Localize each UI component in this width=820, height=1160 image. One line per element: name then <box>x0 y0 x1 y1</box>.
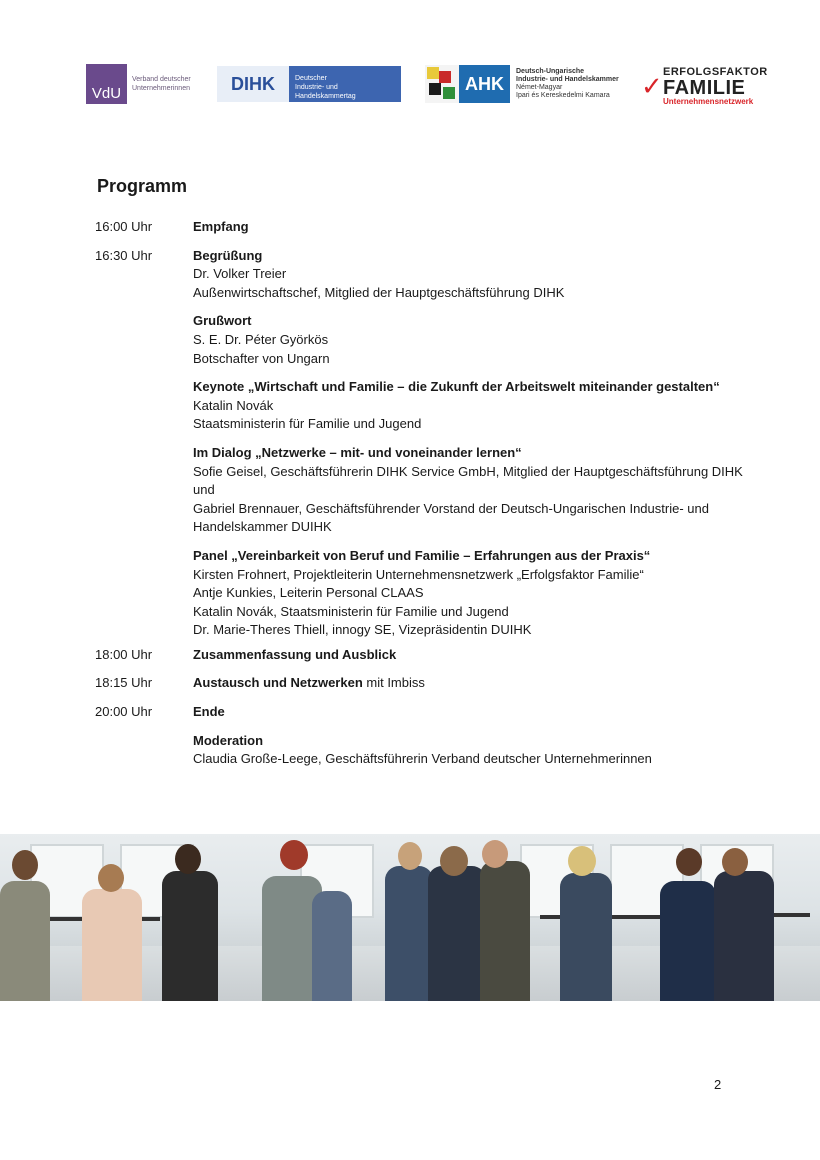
ef-logo-line2: FAMILIE <box>663 76 746 99</box>
program-body <box>193 703 755 722</box>
program-item <box>95 247 755 303</box>
dihk-logo-text <box>289 66 401 102</box>
program-detail-line: S. E. Dr. Péter Györkös <box>193 331 329 347</box>
program-item <box>95 378 755 434</box>
program-item <box>95 703 755 722</box>
program-time <box>95 547 193 640</box>
program-heading-line <box>193 703 755 722</box>
program-item <box>95 732 755 769</box>
program-list <box>95 218 755 769</box>
program-heading: Keynote „Wirtschaft und Familie – die Zukunft der Arbeitswelt miteinander gestalten“ <box>193 379 720 395</box>
ef-logo-words <box>663 67 768 106</box>
program-heading-line <box>193 218 755 237</box>
program-item <box>95 646 755 665</box>
program-body <box>193 732 755 769</box>
program-detail-line: und <box>193 482 215 498</box>
ahk-logo-line3: Német-Magyar <box>516 84 563 91</box>
program-heading-line <box>193 732 755 751</box>
program-time: 16:00 Uhr <box>95 219 153 234</box>
program-detail-line: Außenwirtschaftschef, Mitglied der Hauptgeschäftsführung DIHK <box>193 284 565 300</box>
program-detail-line: Katalin Novák, Staatsministerin für Familie und Jugend <box>193 603 509 619</box>
program-heading: Moderation <box>193 732 264 748</box>
program-detail-line: Staatsministerin für Familie und Jugend <box>193 416 422 432</box>
program-detail-line: Dr. Volker Treier <box>193 266 287 282</box>
program-body <box>193 378 755 434</box>
ahk-puzzle-icon <box>425 65 459 103</box>
program-heading: Grußwort <box>193 313 252 329</box>
program-heading-line <box>193 547 755 566</box>
program-heading-line <box>193 674 755 693</box>
ahk-logo-line4: Ipari és Kereskedelmi Kamara <box>516 92 610 99</box>
program-body <box>193 646 755 665</box>
page-title: Programm <box>97 176 188 196</box>
program-item <box>95 674 755 693</box>
program-heading-line <box>193 312 755 331</box>
program-detail-line: Botschafter von Ungarn <box>193 350 330 366</box>
program-heading-line <box>193 378 755 397</box>
program-time: 18:00 Uhr <box>95 646 153 662</box>
program-body <box>193 312 755 368</box>
ahk-logo <box>425 60 626 108</box>
program-heading: Panel „Vereinbarkeit von Beruf und Familie – Erfahrungen aus der Praxis“ <box>193 547 651 563</box>
program-heading: Empfang <box>193 219 249 234</box>
program-item <box>95 218 755 237</box>
program-time: 20:00 Uhr <box>95 704 153 720</box>
program-heading: Begrüßung <box>193 247 263 263</box>
program-heading: Im Dialog „Netzwerke – mit- und voneinander lernen“ <box>193 444 522 460</box>
program-heading-line <box>193 247 755 266</box>
program-item <box>95 312 755 368</box>
vdu-logo <box>86 60 202 108</box>
program-detail-line: Claudia Große-Leege, Geschäftsführerin Verband deutscher Unternehmerinnen <box>193 751 652 767</box>
program-time: 16:30 Uhr <box>95 247 153 263</box>
ef-logo-line1: ERFOLGSFAKTOR <box>663 65 768 78</box>
program-detail-line: Dr. Marie-Theres Thiell, innogy SE, Vizepräsidentin DUIHK <box>193 622 532 638</box>
program-body <box>193 547 755 640</box>
program-heading-line <box>193 646 755 665</box>
ahk-logo-text <box>516 68 626 100</box>
vdu-logo-text: Verband deutscher Unternehmerinnen <box>132 76 191 92</box>
program-body <box>193 247 755 303</box>
page-number: 2 <box>714 1077 722 1092</box>
ef-logo-line3: Unternehmensnetzwerk <box>663 96 754 106</box>
program-item <box>95 444 755 537</box>
program-heading-line <box>193 444 755 463</box>
erfolgsfaktor-familie-logo <box>641 62 768 110</box>
program-time: 18:15 Uhr <box>95 675 153 691</box>
dihk-logo <box>217 60 401 108</box>
ahk-logo-line2: Industrie- und Handelskammer <box>516 76 619 83</box>
dihk-logo-mark: DIHK <box>217 66 289 102</box>
program-heading-suffix: mit Imbiss <box>362 675 425 691</box>
program-item <box>95 547 755 640</box>
program-detail-line: Gabriel Brennauer, Geschäftsführender Vorstand der Deutsch-Ungarischen Industrie- und Handelskammer DUIHK <box>193 500 709 535</box>
event-photo <box>0 834 820 1001</box>
program-time <box>95 444 193 537</box>
program-heading: Ende <box>193 704 225 720</box>
program-detail-line: Kirsten Frohnert, Projektleiterin Unternehmensnetzwerk „Erfolgsfaktor Familie“ <box>193 566 644 582</box>
checkmark-icon: ✓ <box>641 70 663 101</box>
program-heading: Zusammenfassung und Ausblick <box>193 646 397 662</box>
program-time <box>95 312 193 368</box>
program-time <box>95 732 193 769</box>
ahk-logo-mark <box>425 65 510 103</box>
dihk-logo-line2: Industrie- und Handelskammertag <box>295 84 356 100</box>
program-time <box>95 378 193 434</box>
ahk-logo-label: AHK <box>465 73 504 94</box>
program-body <box>193 218 755 237</box>
dihk-logo-line1: Deutscher <box>295 75 327 82</box>
program-heading: Austausch und Netzwerken <box>193 675 363 691</box>
program-detail-line: Antje Kunkies, Leiterin Personal CLAAS <box>193 585 424 601</box>
program-body <box>193 674 755 693</box>
ahk-logo-line1: Deutsch-Ungarische <box>516 68 585 75</box>
program-detail-line: Sofie Geisel, Geschäftsführerin DIHK Service GmbH, Mitglied der Hauptgeschäftsführung DIHK <box>193 463 743 479</box>
vdu-logo-mark: VdU <box>86 64 127 104</box>
program-detail-line: Katalin Novák <box>193 397 274 413</box>
program-body <box>193 444 755 537</box>
